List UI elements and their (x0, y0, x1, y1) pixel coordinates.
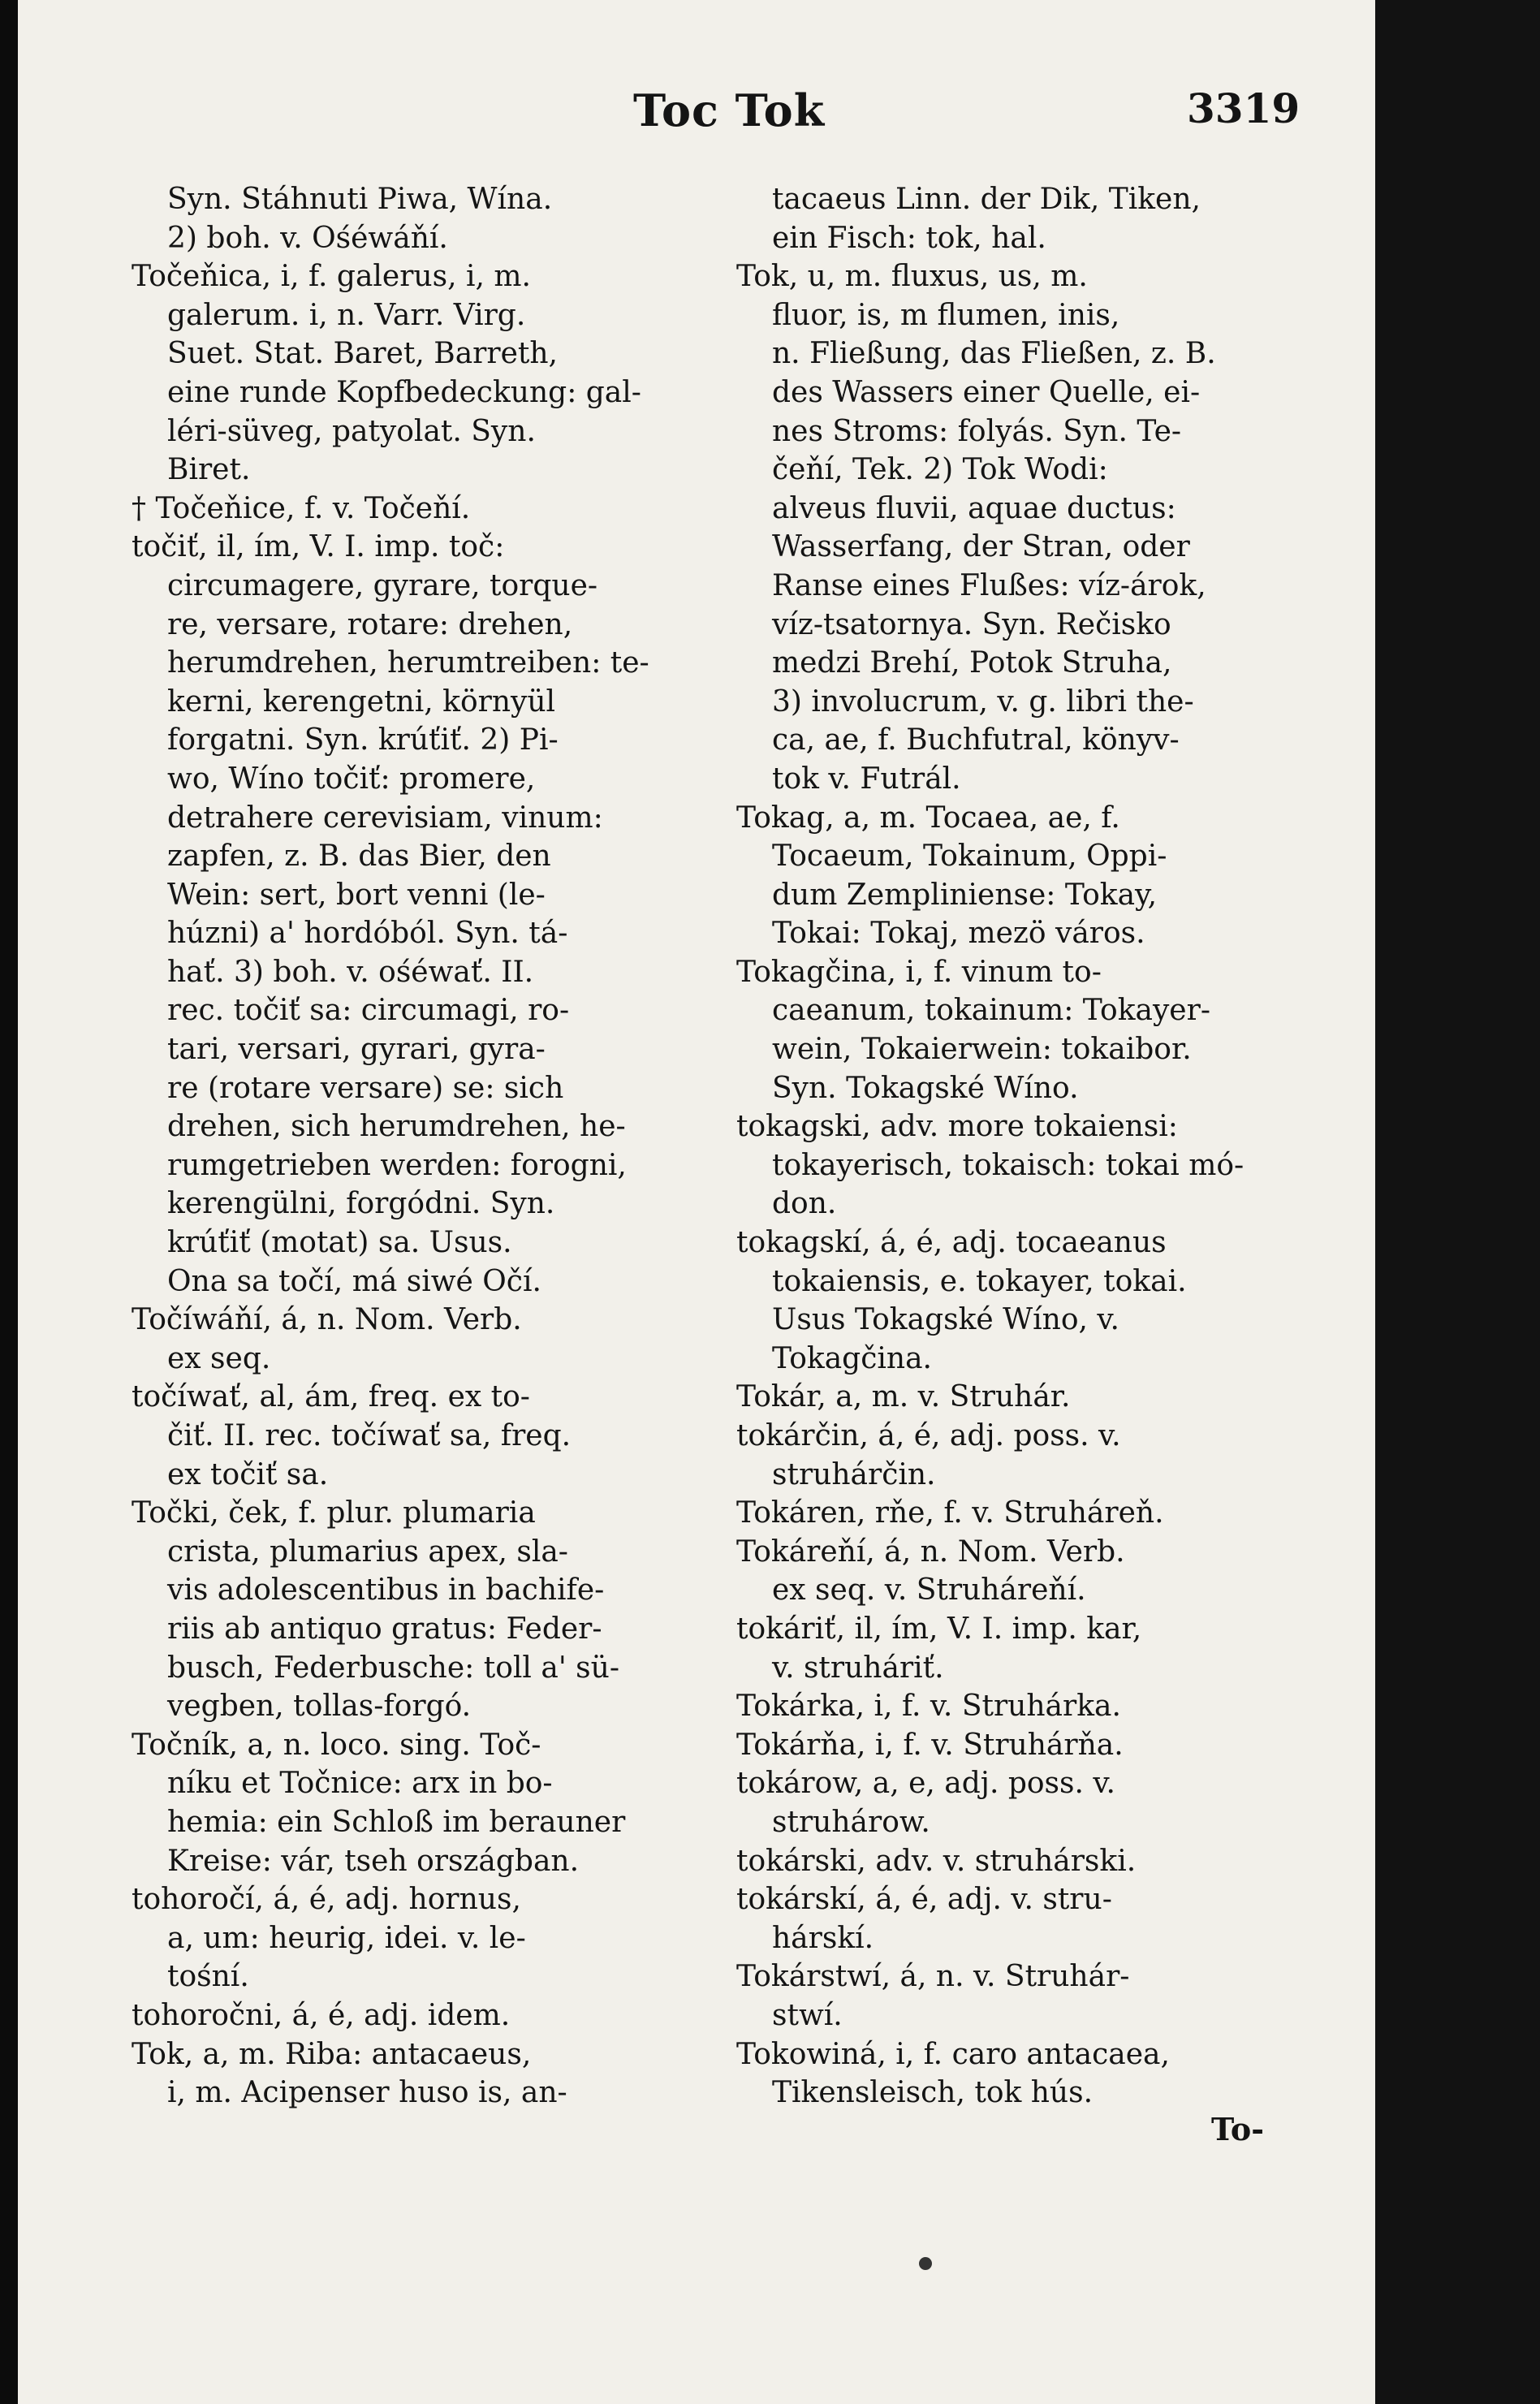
entry-continuation-line: Syn. Tokagské Wíno. (772, 1071, 1079, 1105)
entry-headword-line: Tokag, a, m. Tocaea, ae, f. (736, 801, 1120, 835)
entry-continuation-line: circumagere, gyrare, torque- (167, 568, 598, 602)
entry-headword-line: točíwať, al, ám, freq. ex to- (132, 1380, 530, 1414)
entry-continuation-line: Ranse eines Flußes: víz-árok, (772, 568, 1206, 602)
entry-continuation-line: 2) boh. v. Ośéwáňí. (167, 221, 448, 255)
entry-continuation-line: víz-tsatornya. Syn. Rečisko (772, 607, 1171, 641)
entry-continuation-line: ca, ae, f. Buchfutral, könyv- (772, 723, 1180, 757)
entry-continuation-line: húzni) a' hordóból. Syn. tá- (167, 917, 568, 951)
entry-continuation-line: riis ab antiquo gratus: Feder- (167, 1612, 602, 1646)
entry-headword-line: tokárčin, á, é, adj. poss. v. (736, 1419, 1121, 1452)
entry-continuation-line: Suet. Stat. Baret, Barreth, (167, 337, 558, 371)
left-column (132, 180, 700, 2113)
entry-headword-line: Tokárka, i, f. v. Struhárka. (736, 1690, 1121, 1724)
entry-continuation-line: Wasserfang, der Stran, oder (772, 530, 1190, 564)
entry-continuation-line: rumgetrieben werden: forogni, (167, 1148, 627, 1182)
entry-headword-line: Tokáreňí, á, n. Nom. Verb. (736, 1534, 1125, 1569)
catchword: To- (1211, 2111, 1265, 2147)
entry-continuation-line: vegben, tollas-forgó. (167, 1690, 472, 1724)
entry-continuation-line: v. struháriť. (772, 1651, 944, 1685)
entry-headword-line: Točki, ček, f. plur. plumaria (132, 1496, 536, 1530)
entry-continuation-line: alveus fluvii, aquae ductus: (772, 491, 1176, 525)
entry-continuation-line: ein Fisch: tok, hal. (772, 221, 1046, 255)
entry-continuation-line: busch, Federbusche: toll a' sü- (167, 1651, 619, 1685)
entry-continuation-line: tośní. (167, 1960, 249, 1994)
entry-headword-line: Točíwáňí, á, n. Nom. Verb. (132, 1303, 522, 1337)
entry-headword-line: Tokárňa, i, f. v. Struhárňa. (736, 1728, 1124, 1762)
entry-continuation-line: wo, Wíno točiť: promere, (167, 762, 536, 796)
entry-continuation-line: ex seq. (167, 1341, 271, 1375)
entry-continuation-line: Tikensleisch, tok hús. (772, 2076, 1094, 2110)
entry-headword-line: tohoročí, á, é, adj. hornus, (132, 1883, 521, 1917)
entry-continuation-line: čeňí, Tek. 2) Tok Wodi: (772, 453, 1108, 487)
entry-continuation-line: herumdrehen, herumtreiben: te- (167, 646, 649, 680)
dictionary-page (18, 0, 1375, 2404)
entry-continuation-line: re (rotare versare) se: sich (167, 1071, 564, 1105)
entry-continuation-line: Kreise: vár, tseh országban. (167, 1844, 580, 1878)
entry-continuation-line: tokaiensis, e. tokayer, tokai. (772, 1264, 1187, 1298)
entry-continuation-line: zapfen, z. B. das Bier, den (167, 839, 551, 874)
entry-headword-line: Tokagčina, i, f. vinum to- (736, 955, 1102, 989)
ink-spot (919, 2257, 932, 2270)
entry-headword-line: Tok, u, m. fluxus, us, m. (736, 260, 1088, 294)
entry-continuation-line: tok v. Futrál. (772, 762, 961, 796)
running-head: Toc Tok (633, 84, 826, 136)
entry-continuation-line: des Wassers einer Quelle, ei- (772, 375, 1201, 409)
entry-continuation-line: drehen, sich herumdrehen, he- (167, 1110, 626, 1144)
entry-continuation-line: don. (772, 1187, 837, 1221)
entry-continuation-line: Tocaeum, Tokainum, Oppi- (772, 839, 1167, 874)
entry-continuation-line: Ona sa točí, má siwé Očí. (167, 1264, 541, 1298)
entry-continuation-line: medzi Brehí, Potok Struha, (772, 646, 1172, 680)
entry-headword-line: tokagski, adv. more tokaiensi: (736, 1110, 1178, 1144)
entry-continuation-line: wein, Tokaierwein: tokaibor. (772, 1033, 1192, 1067)
entry-continuation-line: crista, plumarius apex, sla- (167, 1534, 568, 1569)
entry-headword-line: tokárskí, á, é, adj. v. stru- (736, 1883, 1112, 1917)
entry-headword-line: tokárow, a, e, adj. poss. v. (736, 1767, 1115, 1801)
entry-continuation-line: forgatni. Syn. krúťiť. 2) Pi- (167, 723, 559, 757)
entry-headword-line: Tokáren, rňe, f. v. Struháreň. (736, 1496, 1164, 1530)
entry-continuation-line: i, m. Acipenser huso is, an- (167, 2076, 567, 2110)
entry-continuation-line: kerengülni, forgódni. Syn. (167, 1187, 555, 1221)
right-column (736, 180, 1321, 2113)
entry-continuation-line: struhárow. (772, 1805, 930, 1839)
entry-continuation-line: krúťiť (motat) sa. Usus. (167, 1226, 512, 1260)
page-number: 3319 (1187, 84, 1301, 132)
left-scan-border (0, 0, 18, 2404)
entry-continuation-line: hemia: ein Schloß im berauner (167, 1805, 626, 1839)
entry-continuation-line: dum Zempliniense: Tokay, (772, 878, 1158, 912)
right-scan-border (1375, 0, 1540, 2404)
entry-continuation-line: ex seq. v. Struháreňí. (772, 1573, 1086, 1608)
entry-continuation-line: nes Stroms: folyás. Syn. Te- (772, 414, 1182, 448)
entry-headword-line: † Točeňice, f. v. Točeňí. (132, 491, 471, 525)
entry-headword-line: točiť, il, ím, V. I. imp. toč: (132, 530, 505, 564)
entry-continuation-line: galerum. i, n. Varr. Virg. (167, 298, 526, 332)
entry-headword-line: tokáriť, il, ím, V. I. imp. kar, (736, 1612, 1142, 1646)
entry-continuation-line: struhárčin. (772, 1457, 936, 1491)
entry-headword-line: tokárski, adv. v. struhárski. (736, 1844, 1137, 1878)
entry-continuation-line: tari, versari, gyrari, gyra- (167, 1033, 546, 1067)
entry-continuation-line: eine runde Kopfbedeckung: gal- (167, 375, 641, 409)
entry-headword-line: Tok, a, m. Riba: antacaeus, (132, 2037, 532, 2071)
entry-headword-line: tohoročni, á, é, adj. idem. (132, 1998, 511, 2032)
entry-continuation-line: n. Fließung, das Fließen, z. B. (772, 337, 1216, 371)
entry-continuation-line: fluor, is, m flumen, inis, (772, 298, 1120, 332)
entry-continuation-line: kerni, kerengetni, környül (167, 684, 556, 719)
entry-continuation-line: tokayerisch, tokaisch: tokai mó- (772, 1148, 1245, 1182)
entry-continuation-line: re, versare, rotare: drehen, (167, 607, 573, 641)
entry-continuation-line: detrahere cerevisiam, vinum: (167, 801, 603, 835)
entry-continuation-line: tacaeus Linn. der Dik, Tiken, (772, 183, 1201, 216)
entry-continuation-line: čiť. II. rec. točíwať sa, freq. (167, 1419, 572, 1452)
entry-headword-line: Tokárstwí, á, n. v. Struhár- (736, 1960, 1130, 1994)
entry-headword-line: Točeňica, i, f. galerus, i, m. (132, 260, 531, 294)
entry-continuation-line: hárskí. (772, 1921, 874, 1955)
entry-continuation-line: Usus Tokagské Wíno, v. (772, 1303, 1119, 1337)
entry-continuation-line: Syn. Stáhnuti Piwa, Wína. (167, 183, 553, 216)
entry-continuation-line: caeanum, tokainum: Tokayer- (772, 994, 1210, 1028)
entry-headword-line: Točník, a, n. loco. sing. Toč- (132, 1728, 541, 1762)
entry-headword-line: tokagskí, á, é, adj. tocaeanus (736, 1226, 1167, 1260)
entry-continuation-line: Biret. (167, 453, 251, 487)
entry-continuation-line: stwí. (772, 1998, 843, 2032)
entry-headword-line: Tokowiná, i, f. caro antacaea, (736, 2037, 1170, 2071)
entry-continuation-line: Tokai: Tokaj, mezö város. (772, 917, 1145, 951)
entry-continuation-line: Tokagčina. (772, 1341, 932, 1375)
entry-continuation-line: vis adolescentibus in bachife- (167, 1573, 605, 1608)
entry-continuation-line: a, um: heurig, idei. v. le- (167, 1921, 526, 1955)
entry-continuation-line: rec. točiť sa: circumagi, ro- (167, 994, 570, 1028)
entry-continuation-line: Wein: sert, bort venni (le- (167, 878, 546, 912)
entry-continuation-line: ex točiť sa. (167, 1457, 329, 1491)
entry-continuation-line: níku et Točnice: arx in bo- (167, 1767, 553, 1801)
entry-continuation-line: 3) involucrum, v. g. libri the- (772, 684, 1194, 719)
entry-continuation-line: hať. 3) boh. v. ośéwať. II. (167, 955, 534, 989)
entry-continuation-line: léri-süveg, patyolat. Syn. (167, 414, 536, 448)
entry-headword-line: Tokár, a, m. v. Struhár. (736, 1380, 1071, 1414)
